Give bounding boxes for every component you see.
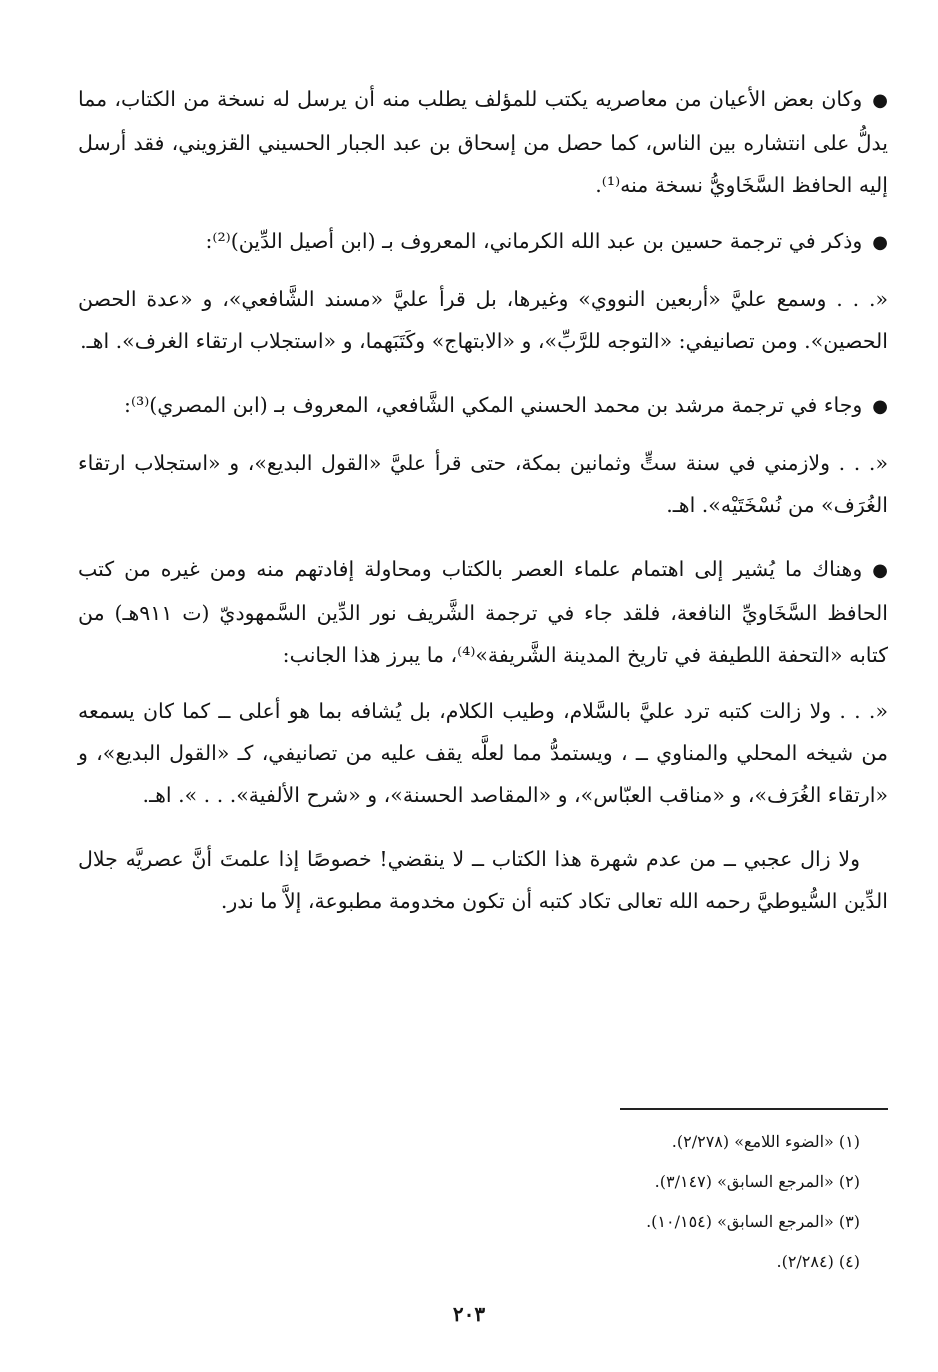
bullet-icon: ●: [872, 90, 888, 111]
paragraph-2: [78, 220, 888, 264]
main-text: [78, 78, 888, 936]
quote-2: [78, 442, 888, 526]
paragraph-4-text: وهناك ما يُشير إلى اهتمام علماء العصر بالكتاب ومحاولة إفادتهم منه ومن غيره من كتب الحافظ السَّخَاويِّ النافعة، فلقد جاء في ترجمة الشَّريف نور الدِّين السَّمهوديّ (ت ٩١١هـ) من كتابه «التحفة اللطيفة في تاريخ المدينة الشَّريفة»⁽⁴⁾، ما يبرز هذا الجانب:: [78, 557, 888, 667]
bullet-icon: ●: [872, 232, 888, 253]
quote-3: [78, 690, 888, 816]
quote-2-text: «. . . ولازمني في سنة ستٍّ وثمانين بمكة، حتى قرأ عليَّ «القول البديع»، و «استجلاب ارتقاء الغُرَف» من نُسْخَتَيْه». اهـ.: [78, 451, 888, 517]
paragraph-3: [78, 384, 888, 428]
bullet-icon: ●: [872, 560, 888, 581]
footnote-1: (١) «الضوء اللامع» (٢/٢٧٨).: [671, 1132, 860, 1151]
quote-1-text: «. . . وسمع عليَّ «أربعين النووي» وغيرها، بل قرأ عليَّ «مسند الشَّافعي»، و «عدة الحصن الحصين». ومن تصانيفي: «التوجه للرَّبِّ»، و «الابتهاج» وكَتَبَهما، و «استجلاب ارتقاء الغرف». اهـ.: [78, 287, 888, 353]
paragraph-4: [78, 548, 888, 676]
footnote-2: (٢) «المرجع السابق» (٣/١٤٧).: [654, 1172, 860, 1191]
paragraph-3-text: وجاء في ترجمة مرشد بن محمد الحسني المكي الشَّافعي، المعروف بـ (ابن المصري)⁽³⁾:: [124, 393, 863, 417]
closing-paragraph-text: ولا زال عجبي ــ من عدم شهرة هذا الكتاب ــ لا ينقضي! خصوصًا إذا علمتَ أنَّ عصريَّه جلال الدِّين السُّيوطيَّ رحمه الله تعالى تكاد كتبه أن تكون مخدومة مطبوعة، إلاَّ ما ندر.: [78, 847, 888, 913]
footnote-4: (٤) (٢/٢٨٤).: [776, 1252, 860, 1271]
quote-1: [78, 278, 888, 362]
quote-3-text: «. . . ولا زالت كتبه ترد عليَّ بالسَّلام، وطيب الكلام، بل يُشافه بما هو أعلى ــ كما كان يسمعه من شيخه المحلي والمناوي ــ ، ويستمدُّ مما لعلَّه يقف عليه من تصانيفي، كـ «القول البديع»، و «ارتقاء الغُرَف»، و «مناقب العبّاس»، و «المقاصد الحسنة»، و «شرح الألفية». . . ». اهـ.: [78, 699, 888, 807]
page-number: ٢٠٣: [452, 1302, 486, 1326]
footnote-separator: [620, 1108, 888, 1110]
footnote-3: (٣) «المرجع السابق» (١٠/١٥٤).: [646, 1212, 860, 1231]
bullet-icon: ●: [872, 396, 888, 417]
paragraph-2-text: وذكر في ترجمة حسين بن عبد الله الكرماني، المعروف بـ (ابن أصيل الدِّين)⁽²⁾:: [205, 229, 863, 253]
footnotes: [520, 1122, 860, 1282]
paragraph-1: [78, 78, 888, 206]
paragraph-1-text: وكان بعض الأعيان من معاصريه يكتب للمؤلف يطلب منه أن يرسل له نسخة من الكتاب، مما يدلُّ على انتشاره بين الناس، كما حصل من إسحاق بن عبد الجبار الحسيني القزويني، فقد أرسل إليه الحافظ السَّخَاويُّ نسخة منه⁽¹⁾.: [78, 87, 888, 197]
closing-paragraph: [78, 838, 888, 922]
